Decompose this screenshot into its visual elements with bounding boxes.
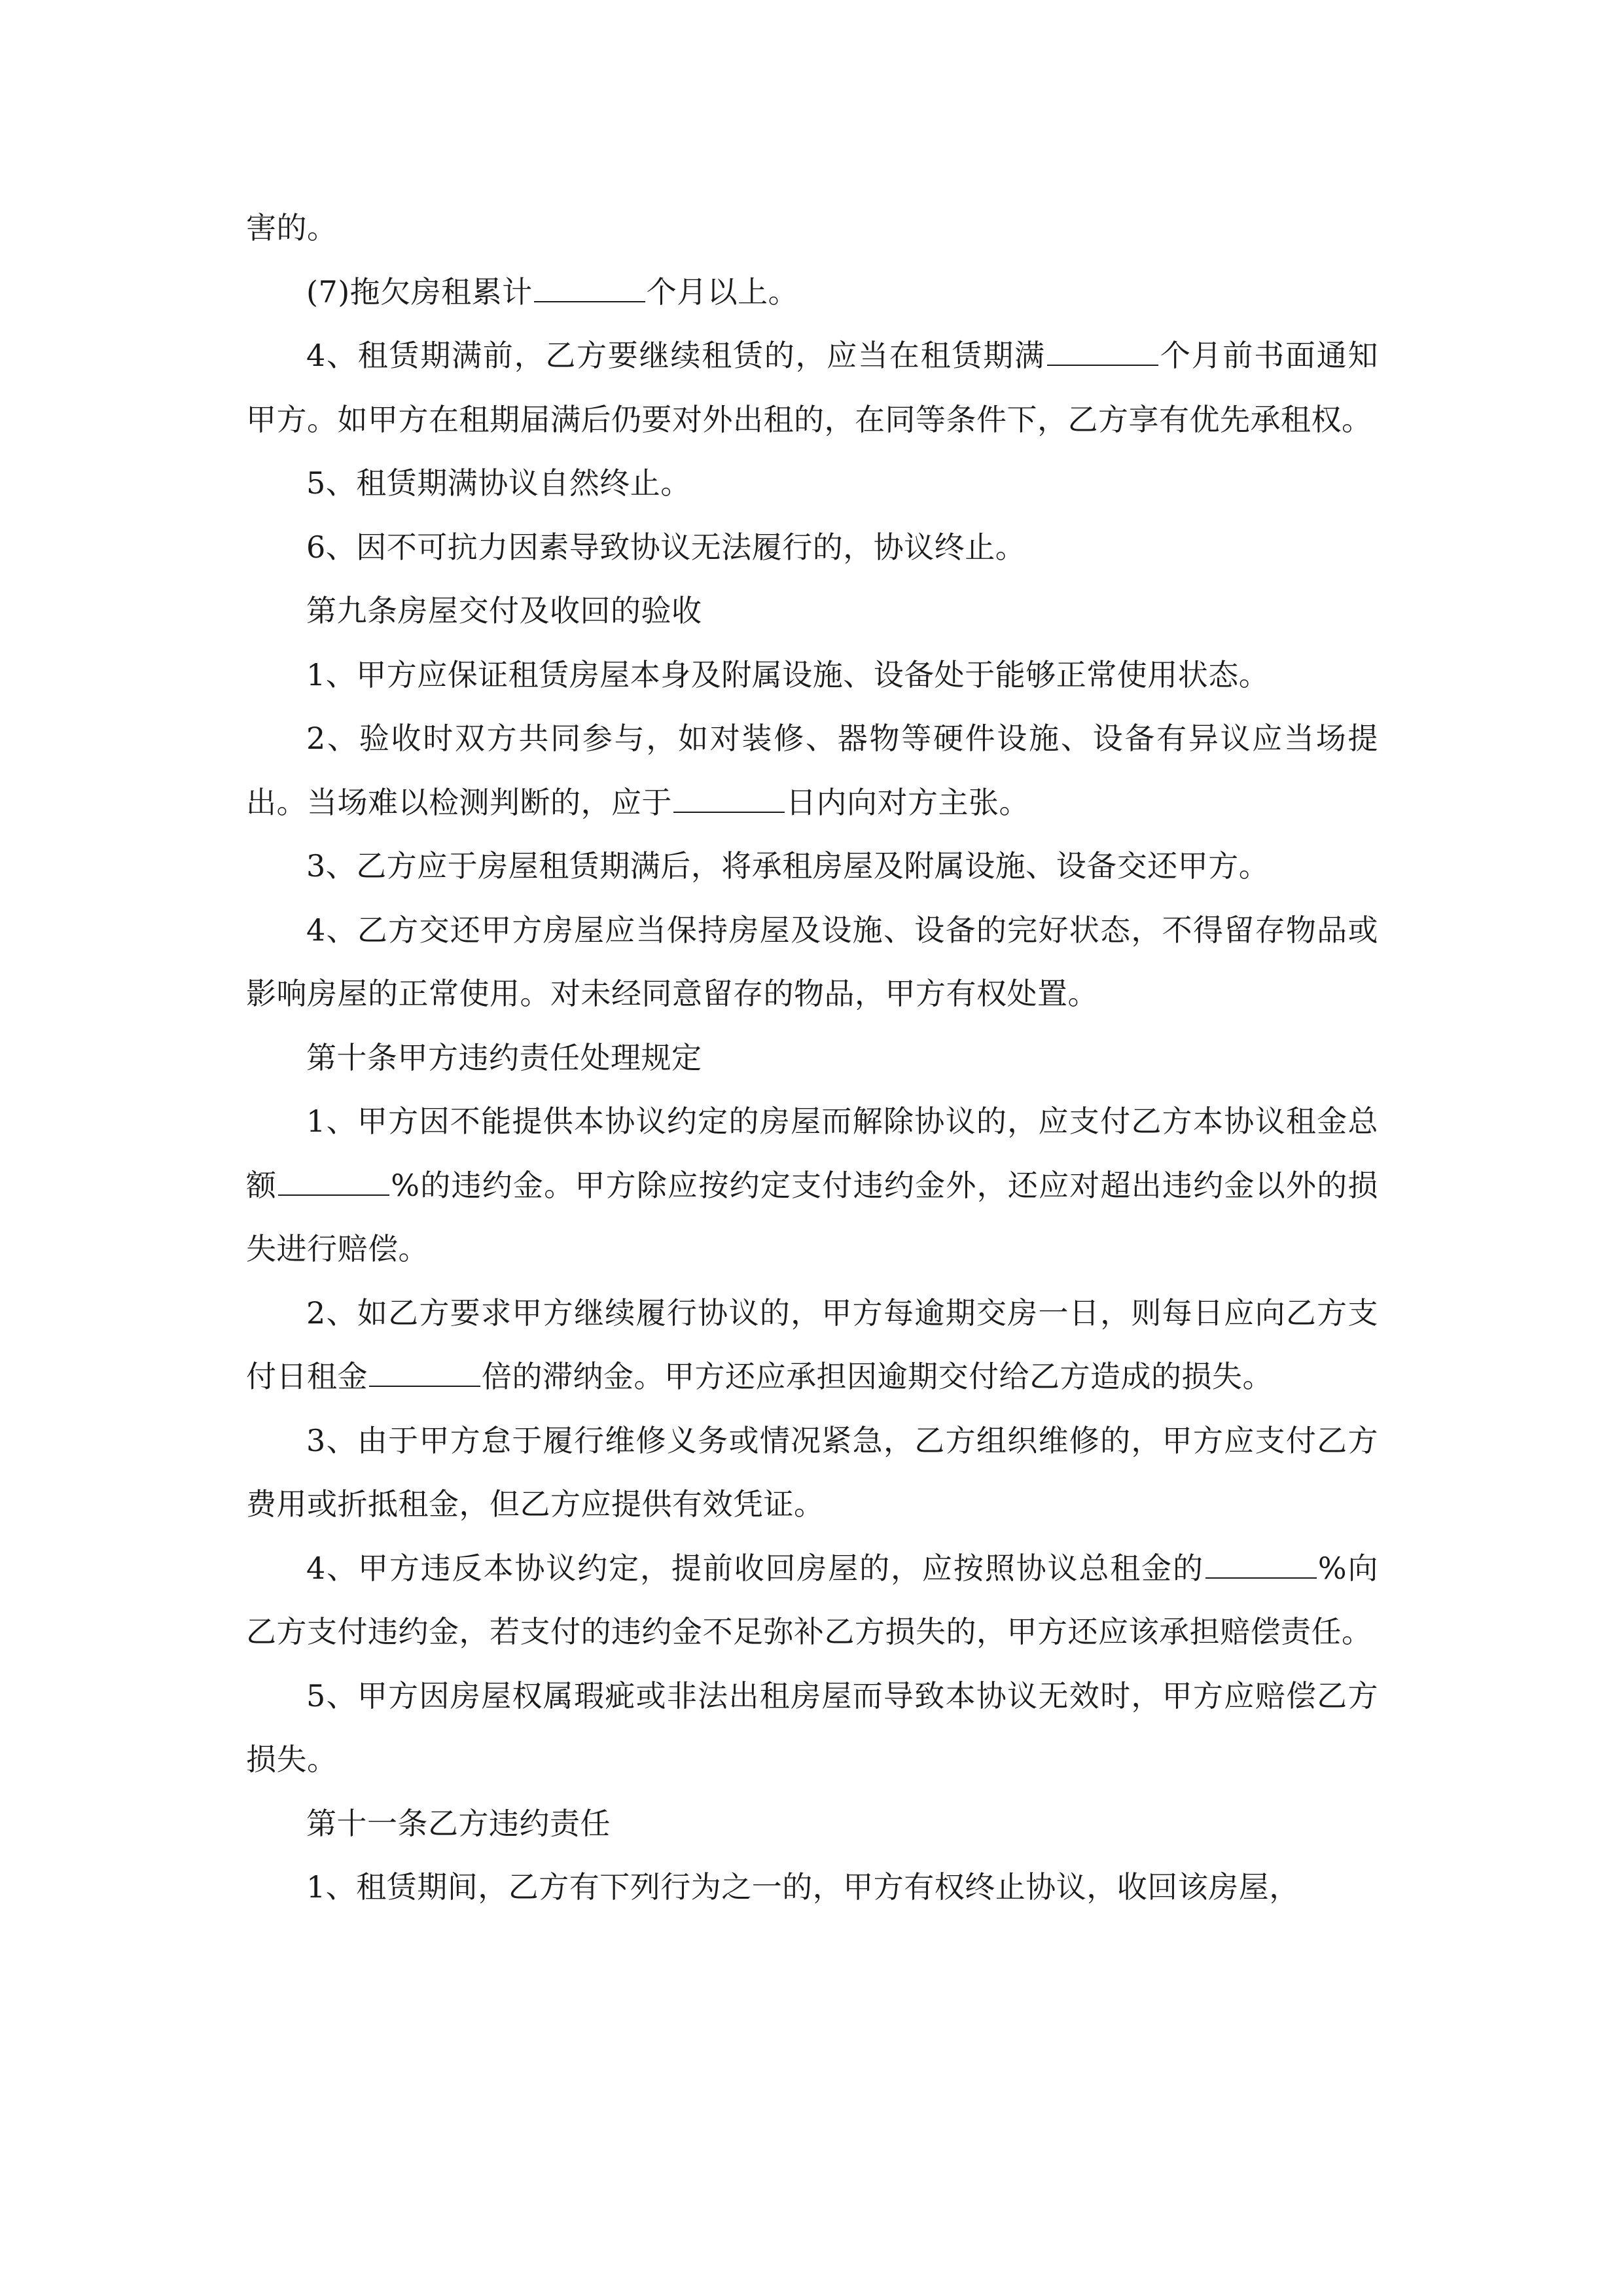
paragraph-text: 4、乙方交还甲方房屋应当保持房屋及设施、设备的完好状态，不得留存物品或影响房屋的正常使用。对未经同意留存的物品，甲方有权处置。 bbox=[246, 912, 1378, 1011]
paragraph-text: 第十条甲方违约责任处理规定 bbox=[306, 1039, 702, 1075]
paragraph-p18 bbox=[246, 1856, 1378, 1920]
paragraph-text: (7)拖欠房租累计 bbox=[306, 274, 533, 310]
paragraph-p2 bbox=[246, 260, 1378, 325]
paragraph-p16 bbox=[246, 1664, 1378, 1792]
paragraph-text: %的违约金。甲方除应按约定支付违约金外，还应对超出违约金以外的损失进行赔偿。 bbox=[246, 1167, 1378, 1266]
paragraph-p4 bbox=[246, 452, 1378, 516]
fill-in-blank[interactable] bbox=[1205, 1549, 1317, 1579]
paragraph-p9 bbox=[246, 834, 1378, 899]
paragraph-p11 bbox=[246, 1026, 1378, 1090]
paragraph-text: %向乙方支付违约金，若支付的违约金不足弥补乙方损失的，甲方还应该承担赔偿责任。 bbox=[246, 1550, 1378, 1649]
paragraph-p5 bbox=[246, 516, 1378, 580]
fill-in-blank[interactable] bbox=[278, 1166, 389, 1196]
paragraph-text: 4、甲方违反本协议约定，提前收回房屋的，应按照协议总租金的 bbox=[306, 1550, 1204, 1586]
paragraph-text: 2、如乙方要求甲方继续履行协议的，甲方每逾期交房一日，则每日应向乙方支付日租金 bbox=[246, 1295, 1378, 1394]
paragraph-p13 bbox=[246, 1282, 1378, 1409]
paragraph-text: 5、甲方因房屋权属瑕疵或非法出租房屋而导致本协议无效时，甲方应赔偿乙方损失。 bbox=[246, 1677, 1378, 1777]
paragraph-text: 第十一条乙方违约责任 bbox=[306, 1805, 611, 1841]
paragraph-text: 倍的滞纳金。甲方还应承担因逾期交付给乙方造成的损失。 bbox=[482, 1359, 1273, 1394]
paragraph-text: 6、因不可抗力因素导致协议无法履行的，协议终止。 bbox=[306, 529, 1026, 565]
paragraph-p1 bbox=[246, 196, 1378, 260]
paragraph-text: 2、验收时双方共同参与，如对装修、器物等硬件设施、设备有异议应当场提出。当场难以检测判断的，应于 bbox=[246, 721, 1378, 820]
paragraph-p8 bbox=[246, 707, 1378, 834]
paragraph-text: 4、租赁期满前，乙方要继续租赁的，应当在租赁期满 bbox=[306, 338, 1046, 373]
fill-in-blank[interactable] bbox=[534, 272, 645, 302]
paragraph-text: 第九条房屋交付及收回的验收 bbox=[306, 593, 702, 628]
fill-in-blank[interactable] bbox=[673, 783, 785, 813]
paragraph-p10 bbox=[246, 899, 1378, 1026]
paragraph-text: 日内向对方主张。 bbox=[786, 784, 1029, 820]
paragraph-p14 bbox=[246, 1409, 1378, 1537]
paragraph-p6 bbox=[246, 579, 1378, 643]
paragraph-text: 3、由于甲方怠于履行维修义务或情况紧急，乙方组织维修的，甲方应支付乙方费用或折抵租金，但乙方应提供有效凭证。 bbox=[246, 1422, 1378, 1522]
fill-in-blank[interactable] bbox=[1047, 336, 1158, 366]
paragraph-text: 3、乙方应于房屋租赁期满后，将承租房屋及附属设施、设备交还甲方。 bbox=[306, 848, 1270, 884]
fill-in-blank[interactable] bbox=[369, 1357, 480, 1387]
document-body bbox=[246, 196, 1378, 1920]
paragraph-p12 bbox=[246, 1090, 1378, 1282]
paragraph-p15 bbox=[246, 1537, 1378, 1664]
paragraph-text: 1、租赁期间，乙方有下列行为之一的，甲方有权终止协议，收回该房屋， bbox=[306, 1869, 1300, 1905]
paragraph-p17 bbox=[246, 1792, 1378, 1856]
paragraph-text: 个月前书面通知甲方。如甲方在租期届满后仍要对外出租的，在同等条件下，乙方享有优先承租权。 bbox=[246, 338, 1378, 437]
paragraph-text: 害的。 bbox=[246, 210, 338, 245]
paragraph-text: 1、甲方应保证租赁房屋本身及附属设施、设备处于能够正常使用状态。 bbox=[306, 656, 1270, 692]
paragraph-text: 个月以上。 bbox=[646, 274, 799, 310]
paragraph-p7 bbox=[246, 643, 1378, 708]
paragraph-text: 5、租赁期满协议自然终止。 bbox=[306, 465, 691, 501]
paragraph-text: 1、甲方因不能提供本协议约定的房屋而解除协议的，应支付乙方本协议租金总额 bbox=[246, 1103, 1378, 1203]
paragraph-p3 bbox=[246, 324, 1378, 452]
